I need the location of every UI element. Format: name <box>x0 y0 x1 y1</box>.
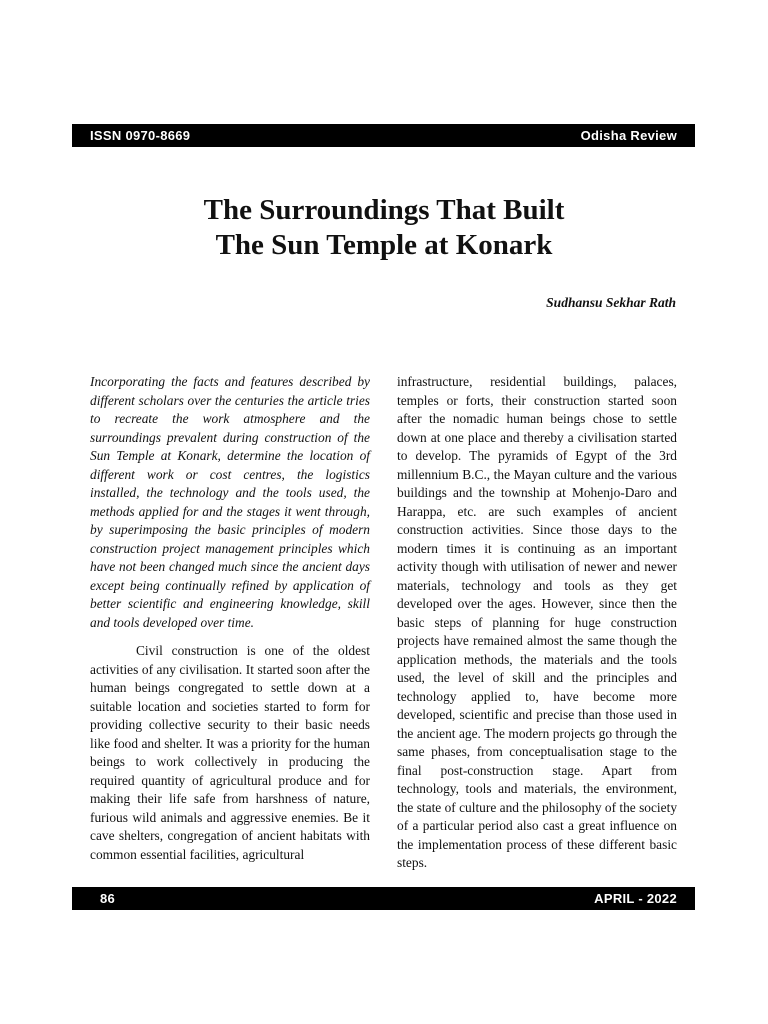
title-line-2: The Sun Temple at Konark <box>215 229 553 261</box>
right-column <box>397 373 677 873</box>
abstract: Incorporating the facts and features described by different scholars over the centuries the article tries to recreate the work atmosphere and the surroundings prevalent during construction of the Sun Temple at Konark, determine the location of different work or cost centres, the logistics installed, the technology and the tools used, the methods applied for and the stages it went through, by superimposing the basic principles of modern construction project management principles which have not been changed much since the ancient days except being continually refined by application of better scientific and engineering knowledge, skill and tools developed over time. <box>90 374 370 630</box>
author-name: Sudhansu Sekhar Rath <box>546 295 676 310</box>
issn-label: ISSN 0970-8669 <box>90 128 191 143</box>
body-paragraph-left: Civil construction is one of the oldest activities of any civilisation. It started soon after the human beings congregated to settle down at a suitable location and societies started to form for providing collective security to their basic needs like food and shelter. It was a priority for the human beings to work collectively in producing the required quantity of agricultural produce and for making their life safe from harshness of nature, furious wild animals and aggressive enemies. Be it cave shelters, congregation of ancient habitats with common essential facilities, agricultural <box>90 643 370 862</box>
left-column <box>90 373 370 864</box>
page-number: 86 <box>100 891 116 906</box>
body-paragraph-right: infrastructure, residential buildings, palaces, temples or forts, their construction started soon after the nomadic human beings chose to settle down at one place and thereby a civilisation started to develop. The pyramids of Egypt of the 3rd millennium B.C., the Mayan culture and the various buildings and the township at Mohenjo-Daro and Harappa, etc. are such examples of ancient construction activities. Since those days to the modern times it is continuing as an important activity though with utilisation of newer and newer materials, technology and tools as they get developed over the ages. However, since then the basic steps of planning for huge construction projects have remained almost the same though the application methods, the materials and the tools used, the level of skill and the principles and technology applied to, have become more developed, scientific and precise than those used in the ancient age. The modern projects go through the same phases, from conceptualisation stage to the final post-construction stage. Apart from technology, tools and materials, the environment, the state of culture and the philosophy of the society of a particular period also cast a great influence on the implementation process of these different basic steps. <box>397 374 678 870</box>
header-bar <box>72 124 695 147</box>
article-title <box>0 193 768 263</box>
title-line-1: The Surroundings That Built <box>203 194 565 226</box>
journal-name: Odisha Review <box>580 128 677 143</box>
issue-date: APRIL - 2022 <box>594 891 677 906</box>
footer-bar <box>72 887 695 910</box>
